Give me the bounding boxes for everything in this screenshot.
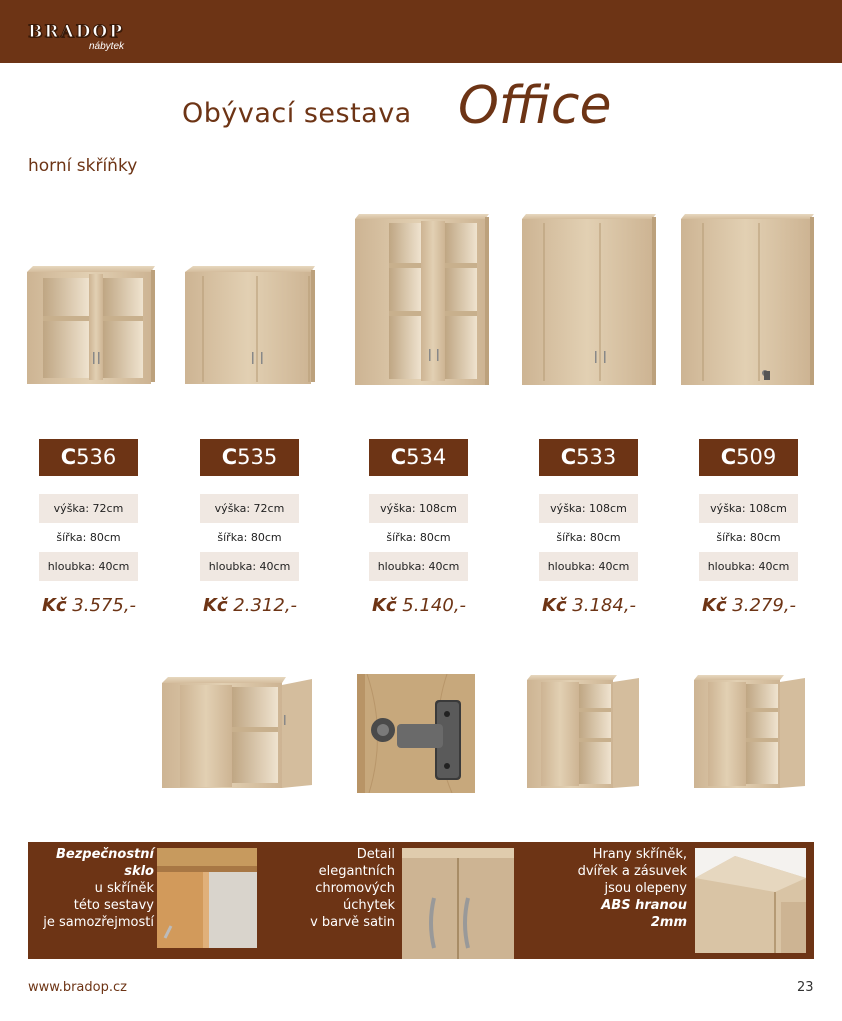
page-number: 23	[797, 980, 814, 995]
product-image-c509	[681, 213, 815, 387]
brand-logo[interactable]	[28, 24, 124, 52]
spec-width: šířka: 80cm	[56, 531, 121, 544]
product-image-c534	[355, 213, 490, 387]
abs-edge-photo	[695, 848, 806, 953]
feature-safety-glass-text: Bezpečnostní sklo u skříněk této sestavy je samozřejmostí	[43, 847, 154, 930]
spec-width: šířka: 80cm	[716, 531, 781, 544]
spec-height: výška: 72cm	[200, 494, 299, 523]
footer-website-link[interactable]: www.bradop.cz	[28, 980, 127, 995]
spec-height: výška: 72cm	[39, 494, 138, 523]
spec-height: výška: 108cm	[699, 494, 798, 523]
safety-glass-photo	[157, 848, 257, 948]
feature-handles-text: Detail elegantních chromových úchytek v barvě satin	[310, 847, 395, 930]
product-code-c535: C535	[200, 439, 299, 476]
spec-width: šířka: 80cm	[556, 531, 621, 544]
product-price: Kč 3.575,-	[41, 595, 137, 616]
open-tall-cabinet-image-2	[694, 674, 808, 791]
spec-depth: hloubka: 40cm	[200, 552, 299, 581]
product-price: Kč 3.279,-	[701, 595, 797, 616]
title-part2: Office	[458, 76, 612, 136]
product-code-c533: C533	[539, 439, 638, 476]
spec-width: šířka: 80cm	[217, 531, 282, 544]
product-code-c534: C534	[369, 439, 468, 476]
product-price: Kč 5.140,-	[371, 595, 467, 616]
spec-depth: hloubka: 40cm	[39, 552, 138, 581]
product-image-c533	[522, 213, 657, 387]
feature-strip	[28, 842, 814, 959]
brand-subtitle: nábytek	[89, 41, 125, 52]
spec-depth: hloubka: 40cm	[369, 552, 468, 581]
feature-abs-edges-text: Hrany skříněk, dvířek a zásuvek jsou olepeny ABS hranou 2mm	[577, 847, 687, 930]
spec-depth: hloubka: 40cm	[539, 552, 638, 581]
product-code-c509: C509	[699, 439, 798, 476]
title-part1: Obývací sestava	[182, 98, 412, 129]
product-image-c535	[185, 264, 316, 386]
product-image-c536	[27, 264, 157, 386]
product-price: Kč 3.184,-	[541, 595, 637, 616]
brand-name: BRADOP	[28, 22, 125, 42]
spec-width: šířka: 80cm	[386, 531, 451, 544]
header-bar	[0, 0, 842, 63]
product-code-c536: C536	[39, 439, 138, 476]
section-heading: horní skříňky	[28, 156, 138, 176]
spec-depth: hloubka: 40cm	[699, 552, 798, 581]
handles-photo	[402, 848, 514, 959]
open-cabinet-image	[162, 675, 314, 790]
spec-height: výška: 108cm	[369, 494, 468, 523]
open-tall-cabinet-image	[527, 674, 642, 791]
product-price: Kč 2.312,-	[202, 595, 298, 616]
hinge-detail-image	[357, 674, 475, 793]
spec-height: výška: 108cm	[539, 494, 638, 523]
